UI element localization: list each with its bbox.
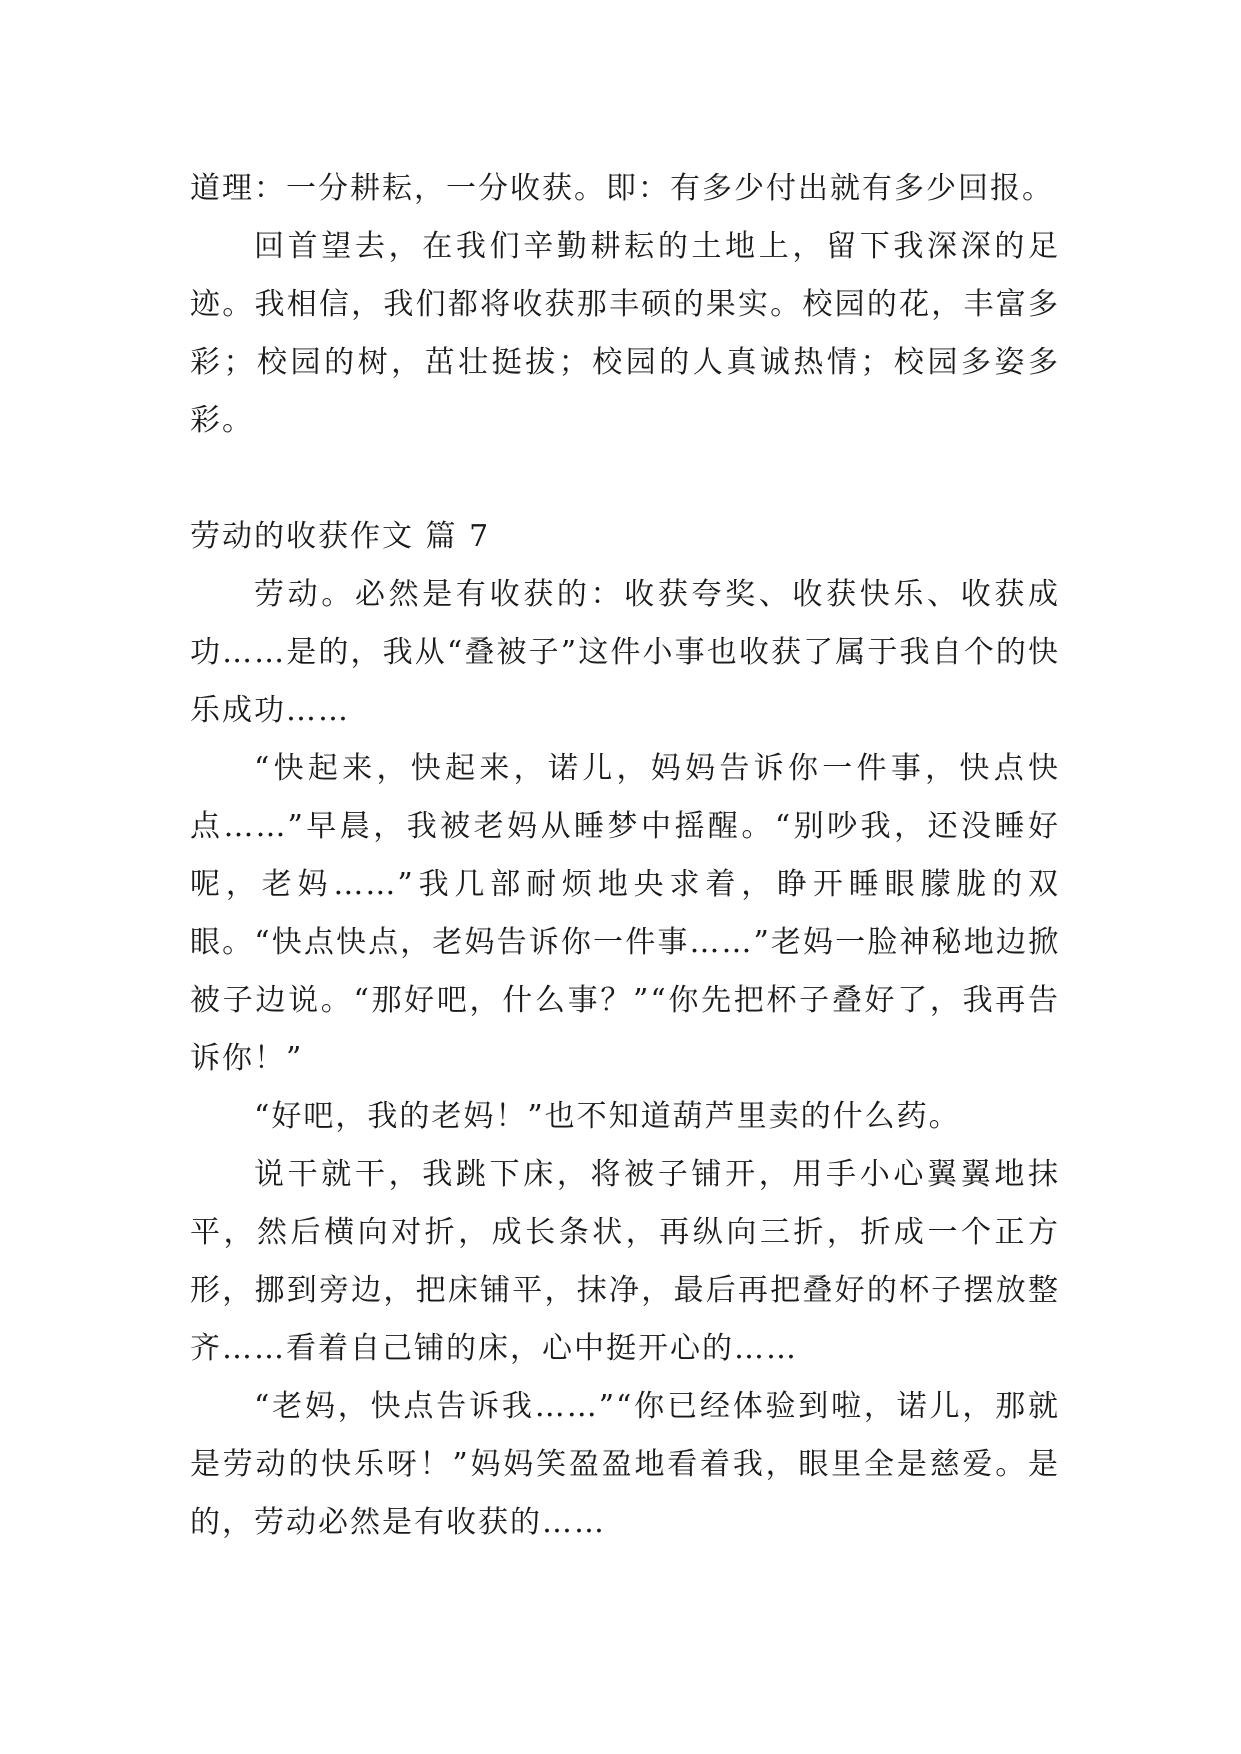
paragraph-look-back: 回首望去，在我们辛勤耕耘的土地上，留下我深深的足迹。我相信，我们都将收获那丰硕的果实。校园的花，丰富多彩；校园的树，茁壮挺拔；校园的人真诚热情；校园多姿多彩。 bbox=[190, 229, 1060, 438]
paragraph-joy-of-labor: “老妈，快点告诉我……”“你已经体验到啦，诺儿，那就是劳动的快乐呀！”妈妈笑盈盈地看着我，眼里全是慈爱。是的，劳动必然是有收获的…… bbox=[190, 1389, 1060, 1540]
section-spacer bbox=[190, 450, 1060, 508]
paragraph-continuation: 道理：一分耕耘，一分收获。即：有多少付出就有多少回报。 bbox=[190, 171, 1054, 206]
section-title: 劳动的收获作文 篇 7 bbox=[190, 519, 491, 554]
paragraph-morning-dialogue: “快起来，快起来，诺儿，妈妈告诉你一件事，快点快点……”早晨，我被老妈从睡梦中摇醒。“别吵我，还没睡好呢，老妈……”我几部耐烦地央求着，睁开睡眼朦胧的双眼。“快点快点，老妈告诉你一件事……”老妈一脸神秘地边掀被子边说。“那好吧，什么事？”“你先把杯子叠好了，我再告诉你！” bbox=[190, 751, 1060, 1076]
paragraph-okay-mom: “好吧，我的老妈！”也不知道葫芦里卖的什么药。 bbox=[254, 1099, 961, 1134]
document-page bbox=[190, 160, 1060, 1552]
paragraph-folding-quilt: 说干就干，我跳下床，将被子铺开，用手小心翼翼地抹平，然后横向对折，成长条状，再纵向三折，折成一个正方形，挪到旁边，把床铺平，抹净，最后再把叠好的杯子摆放整齐……看着自己铺的床，心中挺开心的…… bbox=[190, 1157, 1060, 1366]
paragraph-labor-harvest: 劳动。必然是有收获的：收获夸奖、收获快乐、收获成功……是的，我从“叠被子”这件小事也收获了属于我自个的快乐成功…… bbox=[190, 577, 1060, 728]
